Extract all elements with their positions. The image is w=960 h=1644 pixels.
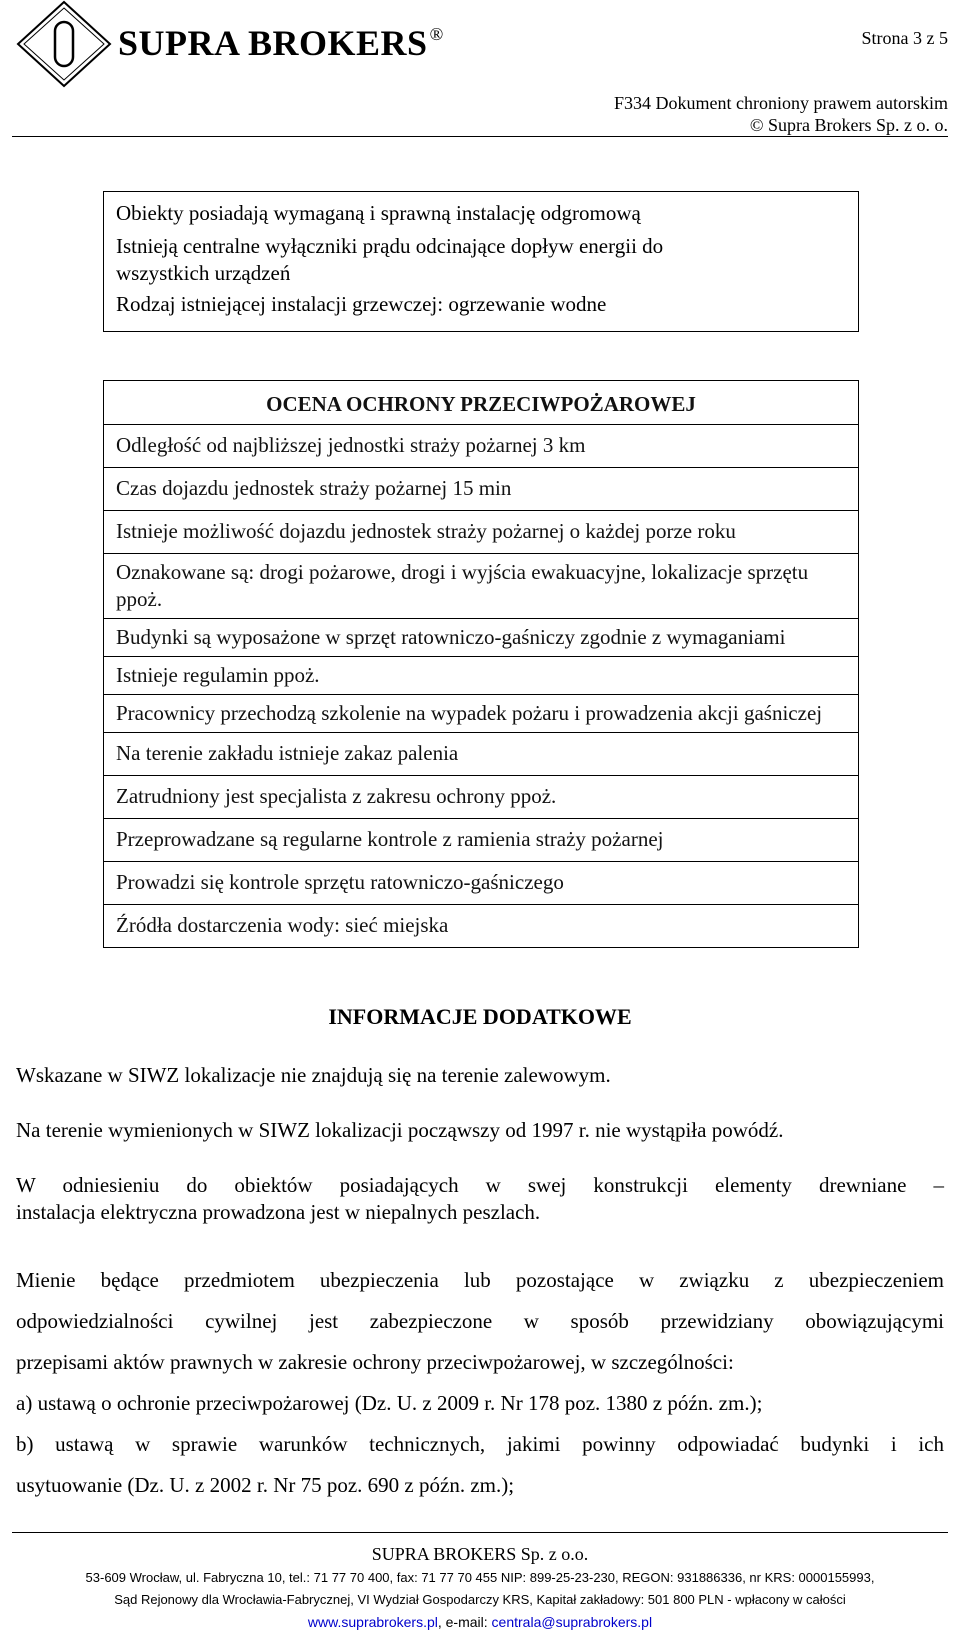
fire-protection-table bbox=[103, 380, 859, 948]
footer-registry: Sąd Rejonowy dla Wrocławia-Fabrycznej, VI Wydział Gospodarczy KRS, Kapitał zakładowy: 501 800 PLN - wpłacony w całości bbox=[114, 1592, 846, 1607]
installation-table bbox=[103, 191, 859, 332]
table-row: Budynki są wyposażone w sprzęt ratowniczo-gaśniczy zgodnie z wymaganiami bbox=[104, 618, 858, 656]
table-row: Istnieje możliwość dojazdu jednostek straży pożarnej o każdej porze roku bbox=[104, 510, 858, 553]
paragraph: W odniesieniu do obiektów posiadających w swej konstrukcji elementy drewniane – instalacja elektryczna prowadzona jest w niepalnych peszlach. bbox=[16, 1173, 944, 1224]
website-link[interactable]: www.suprabrokers.pl bbox=[307, 1614, 438, 1630]
copyright-note: F334 Dokument chroniony prawem autorskim © Supra Brokers Sp. z o. o. bbox=[614, 93, 948, 135]
email-link[interactable]: centrala@suprabrokers.pl bbox=[491, 1614, 653, 1630]
table-row: Oznakowane są: drogi pożarowe, drogi i wyjścia ewakuacyjne, lokalizacje sprzętu ppoż. bbox=[104, 553, 858, 618]
table-title: OCENA OCHRONY PRZECIWPOŻAROWEJ bbox=[266, 392, 696, 416]
page-number: Strona 3 z 5 bbox=[861, 28, 948, 48]
table-row: Rodzaj istniejącej instalacji grzewczej: ogrzewanie wodne bbox=[116, 292, 607, 316]
table-row: Zatrudniony jest specjalista z zakresu ochrony ppoż. bbox=[104, 775, 858, 818]
table-row: Obiekty posiadają wymaganą i sprawną instalację odgromową bbox=[116, 201, 641, 225]
table-row: Źródła dostarczenia wody: sieć miejska bbox=[104, 904, 858, 947]
list-item: b) ustawą w sprawie warunków technicznych, jakimi powinny odpowiadać budynki i ich bbox=[16, 1432, 944, 1456]
brand-name: SUPRA BROKERS ® bbox=[118, 23, 444, 63]
table-row: Na terenie zakładu istnieje zakaz palenia bbox=[104, 732, 858, 775]
table-row: Istnieje regulamin ppoż. bbox=[104, 656, 858, 694]
list-item: a) ustawą o ochronie przeciwpożarowej (Dz. U. z 2009 r. Nr 178 poz. 1380 z późn. zm.); bbox=[16, 1391, 763, 1415]
footer-divider bbox=[12, 1532, 948, 1533]
table-row: wszystkich urządzeń bbox=[116, 261, 291, 285]
table-row: Czas dojazdu jednostek straży pożarnej 15 min bbox=[104, 467, 858, 510]
section-heading: INFORMACJE DODATKOWE bbox=[328, 1004, 632, 1029]
paragraph: Na terenie wymienionych w SIWZ lokalizacji począwszy od 1997 r. nie wystąpiła powódź. bbox=[16, 1118, 784, 1142]
table-row: Istnieją centralne wyłączniki prądu odcinające dopływ energii do bbox=[116, 234, 664, 258]
company-logo-icon bbox=[14, 0, 114, 88]
footer-contacts: www.suprabrokers.pl, e-mail: centrala@suprabrokers.pl bbox=[307, 1614, 653, 1630]
footer-company: SUPRA BROKERS Sp. z o.o. bbox=[371, 1544, 589, 1564]
table-row: Prowadzi się kontrole sprzętu ratowniczo-gaśniczego bbox=[104, 861, 858, 904]
paragraph: Wskazane w SIWZ lokalizacje nie znajdują się na terenie zalewowym. bbox=[16, 1063, 611, 1087]
table-row: Odległość od najbliższej jednostki straży pożarnej 3 km bbox=[104, 424, 858, 467]
header-divider bbox=[12, 136, 948, 137]
table-row: Pracownicy przechodzą szkolenie na wypadek pożaru i prowadzenia akcji gaśniczej bbox=[104, 694, 858, 732]
footer-address: 53-609 Wrocław, ul. Fabryczna 10, tel.: 71 77 70 400, fax: 71 77 70 455 NIP: 899-25-23-230, REGON: 931886336, nr KRS: 0000155993, bbox=[85, 1570, 875, 1585]
table-row: Przeprowadzane są regularne kontrole z ramienia straży pożarnej bbox=[104, 818, 858, 861]
paragraph: Mienie będące przedmiotem ubezpieczenia lub pozostające w związku z ubezpieczeniem odpowiedzialności cywilnej jest zabezpieczone w sposób przewidziany obowiązującymi przepisami aktów prawnych w zakresie ochrony przeciwpożarowej, w szczególności: a) ustawą o ochronie przeciwpożarowej (Dz. U. z 2009 r. Nr 178 poz. 1380 z późn. zm.); b) ustawą w sprawie warunków technicznych, jakimi powinny odpowiadać budynki i ich usytuowanie (Dz. U. z 2002 r. Nr 75 poz. 690 z późn. zm.); bbox=[16, 1268, 944, 1497]
